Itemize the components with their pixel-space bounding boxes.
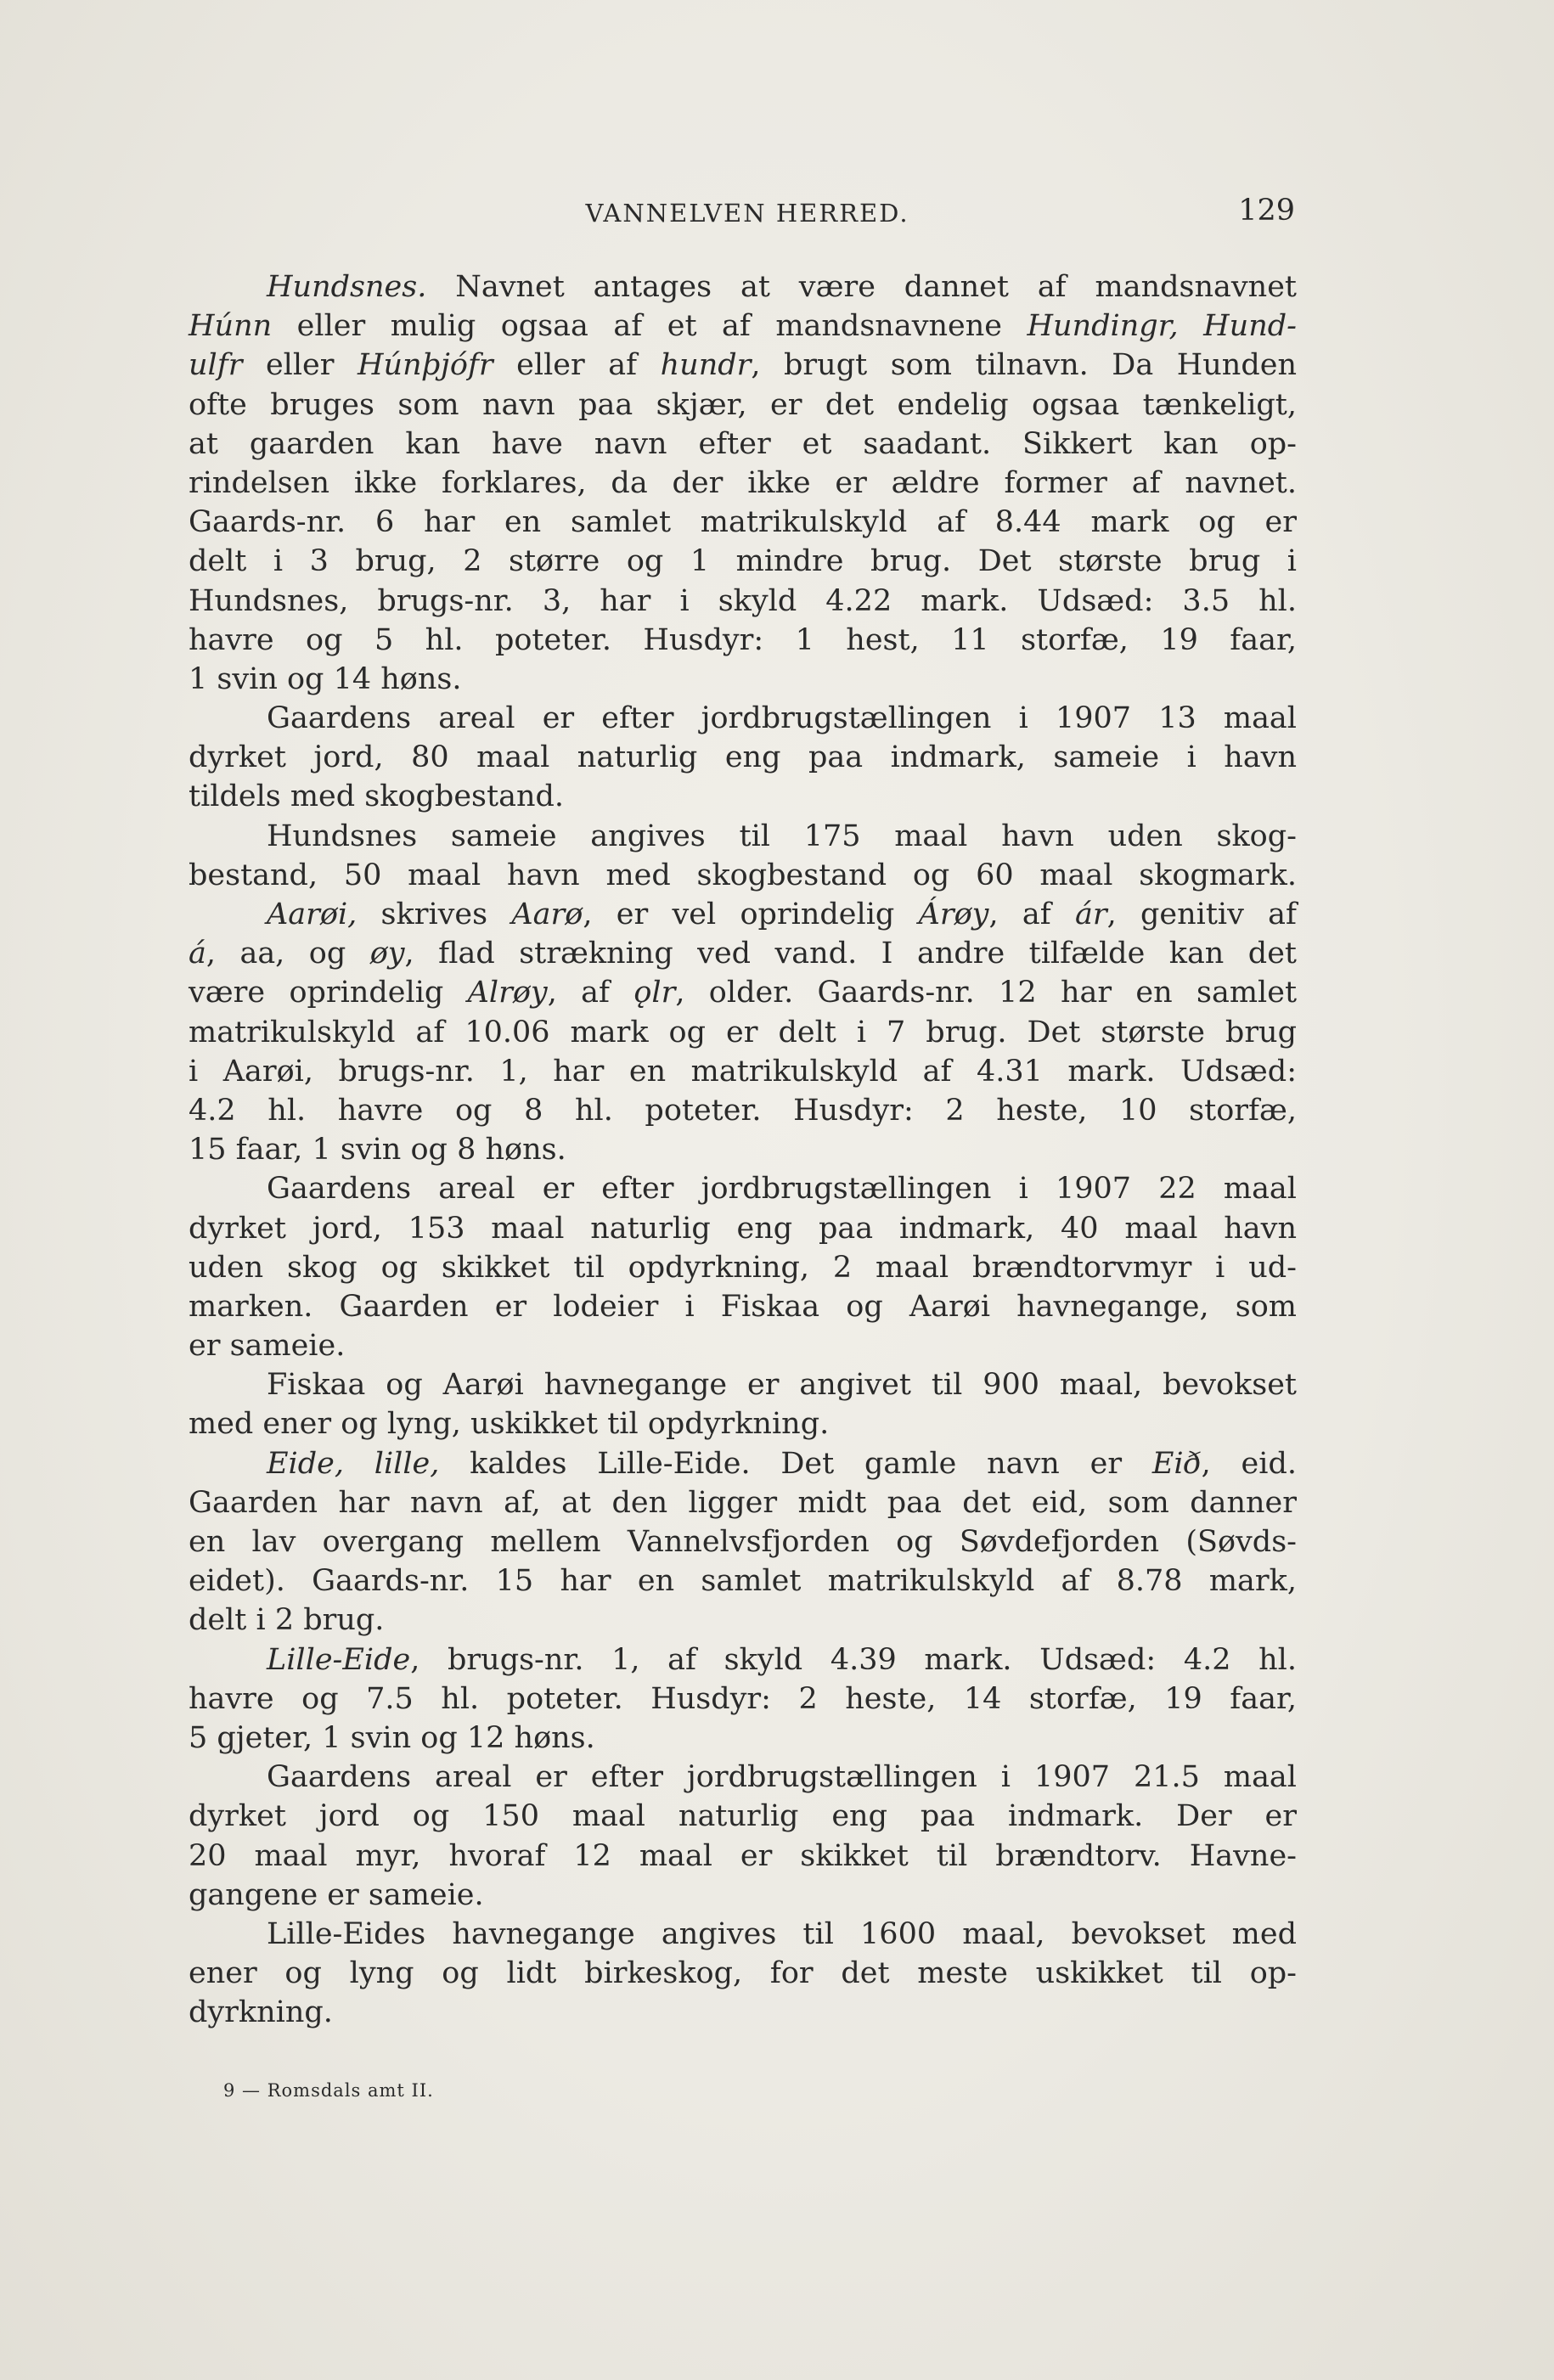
text-run: 4.2 hl. havre og 8 hl. poteter. Husdyr: 2 heste, 10 storfæ, xyxy=(189,1093,1297,1128)
text-line xyxy=(189,1326,1297,1365)
text-run: , eid. xyxy=(1201,1446,1297,1481)
italic-text: Húnþjófr xyxy=(358,348,493,383)
text-run: , genitiv af xyxy=(1106,897,1297,931)
text-run: med ener og lyng, uskikket til opdyrkning. xyxy=(189,1407,830,1442)
text-run: at gaarden kan have navn efter et saadant. Sikkert kan op- xyxy=(189,426,1297,461)
text-run: Gaarden har navn af, at den ligger midt paa det eid, som danner xyxy=(189,1485,1297,1520)
text-line xyxy=(189,934,1297,973)
text-run: marken. Gaarden er lodeier i Fiskaa og Aarøi havnegange, som xyxy=(189,1289,1297,1324)
text-line xyxy=(189,1052,1297,1091)
text-run: 15 faar, 1 svin og 8 høns. xyxy=(189,1133,566,1167)
text-line xyxy=(189,464,1297,503)
text-line xyxy=(189,307,1297,346)
italic-text: øy xyxy=(369,937,405,971)
text-line xyxy=(189,503,1297,542)
text-run: eller af xyxy=(493,348,661,383)
italic-text: Aarøi, xyxy=(267,897,358,931)
text-run: ener og lyng og lidt birkeskog, for det meste uskikket til op- xyxy=(189,1956,1297,1991)
text-run: Hundsnes, brugs-nr. 3, har i skyld 4.22 mark. Udsæd: 3.5 hl. xyxy=(189,583,1297,618)
text-line xyxy=(189,1876,1297,1915)
text-line xyxy=(189,1013,1297,1052)
text-run: kaldes Lille-Eide. Det gamle navn er xyxy=(439,1446,1152,1481)
text-line xyxy=(189,660,1297,699)
text-line xyxy=(189,1169,1297,1208)
text-run: , flad strækning ved vand. I andre tilfælde kan det xyxy=(404,937,1297,971)
text-line xyxy=(189,1915,1297,1954)
text-run: Navnet antages at være dannet af mandsnavnet xyxy=(426,270,1297,304)
text-run: Fiskaa og Aarøi havnegange er angivet til 900 maal, bevokset xyxy=(267,1368,1297,1403)
italic-text: Hundingr, Hund- xyxy=(1027,309,1298,344)
text-line xyxy=(189,738,1297,777)
running-head: VANNELVEN HERRED. xyxy=(585,199,909,228)
text-run: Gaardens areal er efter jordbrugstællingen i 1907 21.5 maal xyxy=(267,1760,1297,1795)
text-line xyxy=(189,699,1297,738)
text-run: 20 maal myr, hvoraf 12 maal er skikket til brændtorv. Havne- xyxy=(189,1838,1297,1873)
text-run: , aa, og xyxy=(206,937,370,971)
text-line xyxy=(189,385,1297,425)
text-run: ofte bruges som navn paa skjær, er det endelig ogsaa tænkeligt, xyxy=(189,387,1297,422)
text-run: dyrket jord, 80 maal naturlig eng paa indmark, sameie i havn xyxy=(189,740,1297,775)
text-run: tildels med skogbestand. xyxy=(189,779,565,814)
text-run: , brugt som tilnavn. Da Hunden xyxy=(751,348,1297,383)
italic-text: ǫlr xyxy=(633,976,676,1010)
text-run: eller xyxy=(242,348,358,383)
text-line xyxy=(189,1561,1297,1601)
italic-text: Árøy xyxy=(918,897,989,931)
text-run: Gaardens areal er efter jordbrugstællingen i 1907 22 maal xyxy=(267,1172,1297,1207)
text-line xyxy=(189,542,1297,581)
text-line xyxy=(189,1522,1297,1561)
text-line xyxy=(189,1130,1297,1169)
signature-mark: 9 — Romsdals amt II. xyxy=(223,2080,434,2101)
text-line xyxy=(189,1444,1297,1483)
italic-text: Aarø xyxy=(511,897,583,931)
text-run: 1 svin og 14 høns. xyxy=(189,661,462,696)
text-run: Lille-Eides havnegange angives til 1600 maal, bevokset med xyxy=(267,1916,1297,1951)
text-run: delt i 2 brug. xyxy=(189,1603,385,1638)
text-run: dyrkning. xyxy=(189,1995,333,2030)
text-run: bestand, 50 maal havn med skogbestand og 60 maal skogmark. xyxy=(189,858,1297,892)
text-run: havre og 5 hl. poteter. Husdyr: 1 hest, 11 storfæ, 19 faar, xyxy=(189,622,1297,657)
text-line xyxy=(189,895,1297,934)
text-run: 5 gjeter, 1 svin og 12 høns. xyxy=(189,1720,595,1755)
text-run: eller mulig ogsaa af et af mandsnavnene xyxy=(272,309,1028,344)
text-line xyxy=(189,1993,1297,2032)
text-line xyxy=(189,1091,1297,1130)
text-line xyxy=(189,1248,1297,1287)
text-line xyxy=(189,1640,1297,1680)
page-number: 129 xyxy=(1238,194,1295,228)
italic-text: Hundsnes. xyxy=(267,270,427,304)
text-line xyxy=(189,777,1297,816)
text-run: dyrket jord og 150 maal naturlig eng paa indmark. Der er xyxy=(189,1799,1297,1834)
text-line xyxy=(189,1287,1297,1326)
text-line xyxy=(189,1837,1297,1876)
text-run: dyrket jord, 153 maal naturlig eng paa indmark, 40 maal havn xyxy=(189,1211,1297,1246)
text-line xyxy=(189,346,1297,385)
italic-text: á xyxy=(189,937,206,971)
text-line xyxy=(189,1209,1297,1248)
text-run: en lav overgang mellem Vannelvsfjorden og Søvdefjorden (Søvds- xyxy=(189,1525,1297,1559)
text-run: , er vel oprindelig xyxy=(583,897,919,931)
text-run: delt i 3 brug, 2 større og 1 mindre brug. Det største brug i xyxy=(189,544,1297,579)
text-line xyxy=(189,267,1297,307)
text-line xyxy=(189,1483,1297,1522)
text-run: Gaards-nr. 6 har en samlet matrikulskyld af 8.44 mark og er xyxy=(189,505,1297,540)
text-line xyxy=(189,1719,1297,1758)
text-line xyxy=(189,621,1297,660)
text-run: er sameie. xyxy=(189,1329,346,1364)
italic-text: Lille-Eide xyxy=(267,1642,411,1677)
text-run: , older. Gaards-nr. 12 har en samlet xyxy=(675,976,1298,1010)
text-line xyxy=(189,1797,1297,1836)
text-run: uden skog og skikket til opdyrkning, 2 maal brændtorvmyr i ud- xyxy=(189,1250,1297,1285)
text-run: være oprindelig xyxy=(189,976,468,1010)
italic-text: Eið xyxy=(1151,1446,1202,1481)
text-line xyxy=(189,1954,1297,1993)
text-run: skrives xyxy=(357,897,512,931)
text-line xyxy=(189,1601,1297,1640)
text-line xyxy=(189,1404,1297,1443)
italic-text: Húnn xyxy=(189,309,273,344)
text-line xyxy=(189,973,1297,1012)
text-run: , af xyxy=(988,897,1075,931)
text-run: gangene er sameie. xyxy=(189,1877,484,1912)
italic-text: hundr xyxy=(660,348,752,383)
text-line xyxy=(189,582,1297,621)
text-run: havre og 7.5 hl. poteter. Husdyr: 2 heste, 14 storfæ, 19 faar, xyxy=(189,1681,1297,1716)
text-line xyxy=(189,1680,1297,1719)
body-text xyxy=(189,267,1297,2032)
text-run: matrikulskyld af 10.06 mark og er delt i 7 brug. Det største brug xyxy=(189,1015,1297,1049)
italic-text: ár xyxy=(1074,897,1107,931)
text-line xyxy=(189,856,1297,895)
text-run: eidet). Gaards-nr. 15 har en samlet matrikulskyld af 8.78 mark, xyxy=(189,1564,1297,1599)
text-run: , af xyxy=(547,976,634,1010)
page-header xyxy=(200,194,1295,236)
text-line xyxy=(189,425,1297,464)
text-line xyxy=(189,817,1297,856)
text-run: i Aarøi, brugs-nr. 1, har en matrikulskyld af 4.31 mark. Udsæd: xyxy=(189,1054,1297,1089)
text-run: Hundsnes sameie angives til 175 maal havn uden skog- xyxy=(267,819,1297,853)
text-run: rindelsen ikke forklares, da der ikke er ældre former af navnet. xyxy=(189,465,1297,500)
text-run: , brugs-nr. 1, af skyld 4.39 mark. Udsæd: 4.2 hl. xyxy=(410,1642,1297,1677)
text-line xyxy=(189,1758,1297,1797)
italic-text: Eide, lille, xyxy=(267,1446,440,1481)
text-line xyxy=(189,1365,1297,1404)
italic-text: ulfr xyxy=(189,348,243,383)
italic-text: Alrøy xyxy=(467,976,548,1010)
text-run: Gaardens areal er efter jordbrugstællingen i 1907 13 maal xyxy=(267,701,1297,736)
